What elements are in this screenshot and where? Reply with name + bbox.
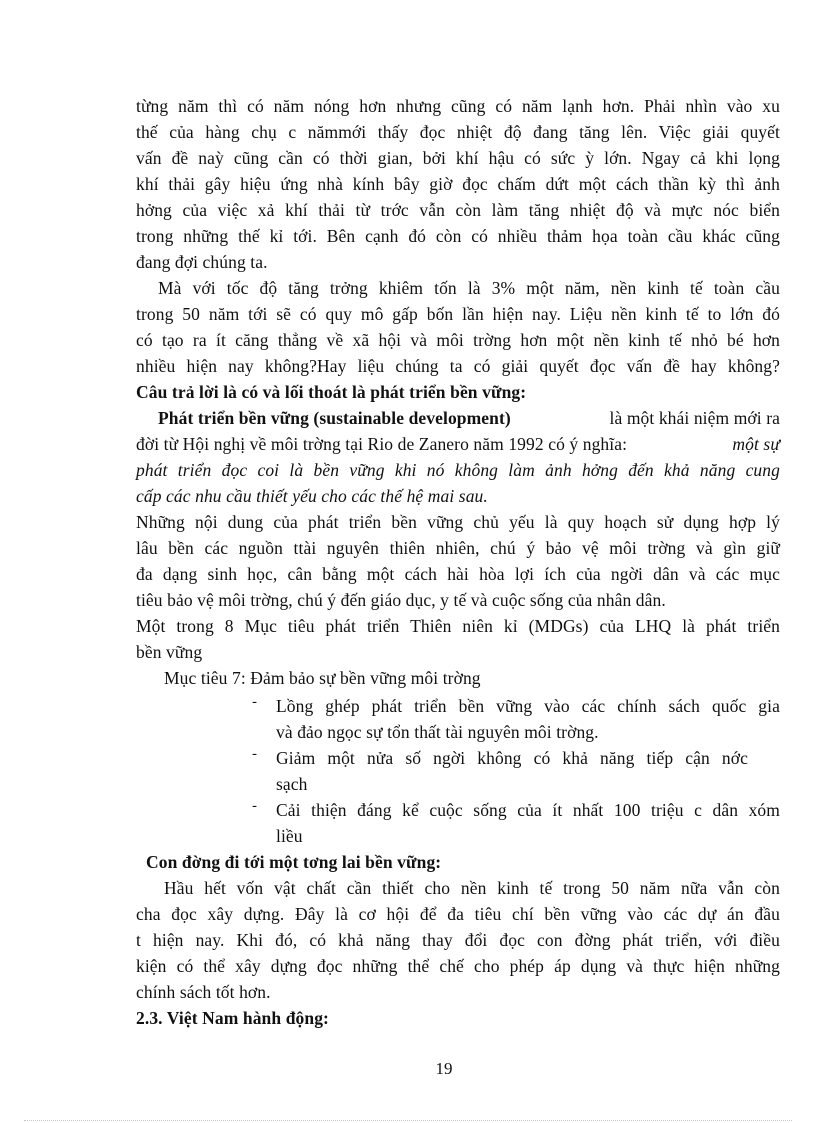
list-dash-marker: - — [252, 746, 257, 762]
definition-italic-line: phát triển đọc coi là bền vững khi nó không làm ảnh hởng đến khả năng cung — [136, 460, 780, 480]
text-line: t hiện nay. Khi đó, có khả năng thay đổi đọc con đờng phát triển, với điều — [136, 930, 780, 950]
list-item-text: và đảo ngọc sự tổn thất tài nguyên môi trờng. — [276, 722, 599, 742]
definition-italic-text: một sự — [732, 434, 780, 454]
text-line: nhiều hiện nay không?Hay liệu chúng ta có giải quyết đọc vấn đề hay không? — [136, 356, 780, 376]
heading-answer: Câu trả lời là có và lối thoát là phát triển bền vững: — [136, 382, 527, 402]
definition-term: Phát triển bền vững (sustainable development) — [158, 408, 511, 428]
section-heading: 2.3. Việt Nam hành động: — [136, 1008, 329, 1028]
text-line: Những nội dung của phát triển bền vững chủ yếu là quy hoạch sử dụng hợp lý — [136, 512, 780, 532]
text-line: tiêu bảo vệ môi trờng, chú ý đến giáo dục, y tế và cuộc sống của nhân dân. — [136, 590, 666, 610]
text-line: chính sách tốt hơn. — [136, 982, 271, 1002]
text-line: Hầu hết vốn vật chất cần thiết cho nền kinh tế trong 50 năm nữa vẫn còn — [164, 878, 780, 898]
heading-path: Con đờng đi tới một tơng lai bền vững: — [146, 852, 442, 872]
text-line: kiện có thể xây dựng đọc những thể chế cho phép áp dụng và thực hiện những — [136, 956, 780, 976]
list-item-text: liều — [276, 826, 303, 846]
text-line: trong 50 năm tới sẽ có quy mô gấp bốn lần hiện nay. Liệu nền kinh tế to lớn đó — [136, 304, 780, 324]
goal-title: Mục tiêu 7: Đảm bảo sự bền vững môi trờng — [164, 668, 481, 688]
text-line: từng năm thì có năm nóng hơn nhưng cũng có năm lạnh hơn. Phải nhìn vào xu — [136, 96, 780, 116]
definition-text: đời từ Hội nghị về môi trờng tại Rio de Zanero năm 1992 có ý nghĩa: — [136, 434, 628, 454]
page-number: 19 — [435, 1059, 453, 1078]
text-line: Mà với tốc độ tăng trởng khiêm tốn là 3% một năm, nền kinh tế toàn cầu — [158, 278, 780, 298]
text-line: đang đợi chúng ta. — [136, 252, 268, 272]
text-line: vấn đề naỳ cũng cần có thời gian, bởi khí hậu có sức ỳ lớn. Ngay cả khi lọng — [136, 148, 780, 168]
list-item-text: Cải thiện đáng kể cuộc sống của ít nhất 100 triệu c dân xóm — [276, 800, 780, 820]
definition-text: là một khái niệm mới ra — [609, 408, 780, 428]
text-line: cha đọc xây dựng. Đây là cơ hội để đa tiêu chí bền vững vào các dự án đầu — [136, 904, 780, 924]
list-dash-marker: - — [252, 798, 257, 814]
list-item-text: Giảm một nửa số ngời không có khả năng tiếp cận nớc — [276, 748, 748, 768]
text-line: lâu bền các nguồn ttài nguyên thiên nhiên, chú ý bảo vệ môi trờng và gìn giữ — [136, 538, 780, 558]
text-line: trong những thế kỉ tới. Bên cạnh đó còn có nhiều thảm họa toàn cầu khác cũng — [136, 226, 780, 246]
text-line: khí thải gây hiệu ứng nhà kính bây giờ đọc chấm dứt một cách thần kỳ thì ảnh — [136, 174, 780, 194]
text-line: đa dạng sinh học, cân bằng một cách hài hòa lợi ích của ngời dân và các mục — [136, 564, 780, 584]
text-line: có tạo ra ít căng thẳng về xã hội và môi trờng hơn một nền kinh tế nhỏ bé hơn — [136, 330, 780, 350]
text-line: hởng của việc xả khí thải từ trớc vẫn còn làm tăng nhiệt độ và mực nóc biển — [136, 200, 780, 220]
text-line: Một trong 8 Mục tiêu phát triển Thiên niên kỉ (MDGs) của LHQ là phát triển — [136, 616, 780, 636]
definition-line-1 — [158, 405, 780, 431]
definition-italic-line: cấp các nhu cầu thiết yếu cho các thế hệ mai sau. — [136, 486, 488, 506]
text-line: thế của hàng chụ c nămmới thấy đọc nhiệt độ đang tăng lên. Việc giải quyết — [136, 122, 780, 142]
list-dash-marker: - — [252, 694, 257, 710]
list-item-text: sạch — [276, 774, 308, 794]
definition-line-2 — [136, 431, 780, 457]
page-bottom-divider — [24, 1120, 792, 1121]
list-item-text: Lồng ghép phát triển bền vững vào các chính sách quốc gia — [276, 696, 780, 716]
text-line: bền vững — [136, 642, 203, 662]
